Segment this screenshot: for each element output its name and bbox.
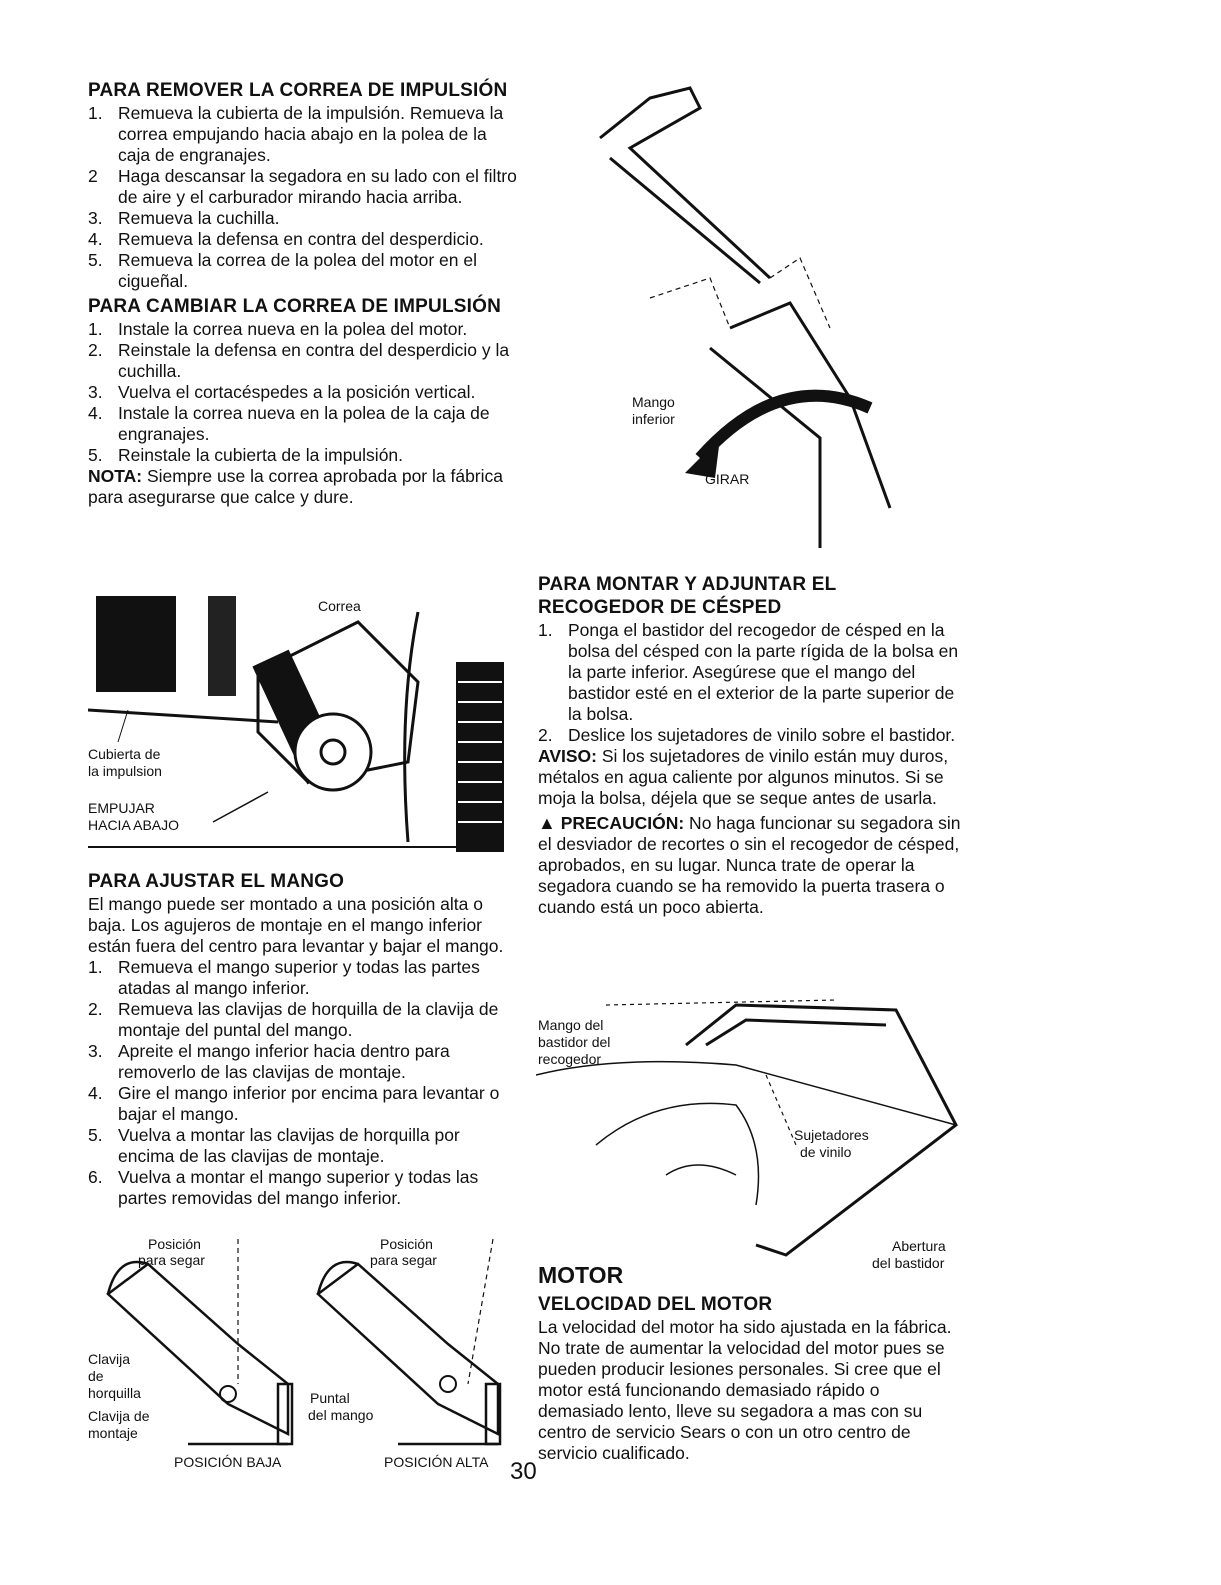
motor-speed-text: La velocidad del motor ha sido ajustada en la fábrica. No trate de aumentar la velocidad del motor pues se pueden producir lesiones personales. Si cree que el motor está funcionando demasiado rápido o demasiado lento, lleve su segadora a mas con su centro de servicio Sears o con un otro centro de servicio cualificado. xyxy=(538,1317,952,1463)
list-item: 3. Remueva la cuchilla. xyxy=(88,208,280,228)
left-column xyxy=(88,80,518,508)
change-belt-note: NOTA: Siempre use la correa aprobada por la fábrica para asegurarse que calce y dure. xyxy=(88,466,504,507)
list-item: 2. Reinstale la defensa en contra del desperdicio y la cuchilla. xyxy=(88,340,510,381)
adjust-handle-section xyxy=(88,871,518,1209)
frame-opening-label-1: Abertura xyxy=(892,1238,946,1254)
change-belt-steps xyxy=(88,319,518,466)
list-item: 3. Apreite el mango inferior hacia dentro para removerlo de las clavijas de montaje. xyxy=(88,1041,450,1082)
drive-cover-label-1: Cubierta de xyxy=(88,746,161,762)
mounting-pin-label-2: montaje xyxy=(88,1425,138,1441)
lower-handle-figure xyxy=(590,78,920,558)
list-item: 3. Vuelva el cortacéspedes a la posición vertical. xyxy=(88,382,476,402)
list-item: 1. Remueva la cubierta de la impulsión. Remueva la correa empujando hacia abajo en la polea de la caja de engranajes. xyxy=(88,103,504,165)
push-down-label-1: EMPUJAR xyxy=(88,800,155,816)
vinyl-clips-label-2: de vinilo xyxy=(800,1144,852,1160)
belt-label: Correa xyxy=(318,598,361,614)
frame-handle-label-1: Mango del xyxy=(538,1017,604,1033)
vinyl-clips-label-1: Sujetadores xyxy=(794,1127,869,1143)
mow-position-label-1a: Posición xyxy=(148,1236,201,1252)
list-item: 5. Remueva la correa de la polea del motor en el cigueñal. xyxy=(88,250,477,291)
list-item: 1. Instale la correa nueva en la polea del motor. xyxy=(88,319,468,339)
motor-speed-title: VELOCIDAD DEL MOTOR xyxy=(538,1294,773,1315)
mow-position-label-1b: para segar xyxy=(138,1252,205,1268)
drive-cover-label-2: la impulsion xyxy=(88,763,162,779)
frame-handle-label-2: bastidor del xyxy=(538,1034,611,1050)
handle-position-drawing xyxy=(88,1234,528,1476)
frame-opening-label-2: del bastidor xyxy=(872,1255,945,1271)
remove-belt-title: PARA REMOVER LA CORREA DE IMPULSIÓN xyxy=(88,80,508,101)
catcher-title-2: RECOGEDOR DE CÉSPED xyxy=(538,597,782,618)
page-number: 30 xyxy=(510,1458,537,1485)
warning-triangle-icon: ▲ xyxy=(538,813,556,833)
list-item: 5. Vuelva a montar las clavijas de horquilla por encima de las clavijas de montaje. xyxy=(88,1125,460,1166)
hairpin-label-3: horquilla xyxy=(88,1385,141,1401)
caution-note: ▲ PRECAUCIÓN: No haga funcionar su segadora sin el desviador de recortes o sin el recogedor de césped, aprobados, en su lugar. Nunca trate de operar la segadora cuando se ha removido la puerta trasera o cuando está un poco abierta. xyxy=(538,813,961,917)
hairpin-label-2: de xyxy=(88,1368,104,1384)
change-belt-title: PARA CAMBIAR LA CORREA DE IMPULSIÓN xyxy=(88,296,502,317)
hairpin-label-1: Clavija xyxy=(88,1351,131,1367)
list-item: 1. Remueva el mango superior y todas las partes atadas al mango inferior. xyxy=(88,957,480,998)
right-column xyxy=(538,574,968,918)
lower-handle-drawing xyxy=(590,78,920,558)
lower-handle-label-1: Mango xyxy=(632,394,675,410)
handle-position-figure xyxy=(88,1234,528,1476)
mow-position-label-2b: para segar xyxy=(370,1252,437,1268)
frame-handle-label-3: recogedor xyxy=(538,1051,602,1067)
motor-title: MOTOR xyxy=(538,1262,624,1288)
lower-handle-label-2: inferior xyxy=(632,411,675,427)
rotate-label: GIRAR xyxy=(705,471,750,487)
handle-strut-label-1: Puntal xyxy=(310,1390,350,1406)
catcher-steps xyxy=(538,620,968,746)
adjust-handle-steps xyxy=(88,957,518,1209)
aviso-note: AVISO: Si los sujetadores de vinilo están muy duros, métalos en agua caliente por algunos minutos. Si se moja la bolsa, déjela que se seque antes de usarla. xyxy=(538,746,949,808)
high-position-label: POSICIÓN ALTA xyxy=(384,1454,489,1470)
list-item: 6. Vuelva a montar el mango superior y todas las partes removidas del mango inferior. xyxy=(88,1167,479,1208)
belt-figure xyxy=(88,592,508,854)
remove-belt-steps xyxy=(88,103,518,292)
low-position-label: POSICIÓN BAJA xyxy=(174,1454,282,1470)
list-item: 4. Gire el mango inferior por encima para levantar o bajar el mango. xyxy=(88,1083,500,1124)
adjust-handle-title: PARA AJUSTAR EL MANGO xyxy=(88,871,345,892)
motor-section xyxy=(538,1262,958,1464)
catcher-title-1: PARA MONTAR Y ADJUNTAR EL xyxy=(538,574,837,595)
list-item: 2. Remueva las clavijas de horquilla de la clavija de montaje del puntal del mango. xyxy=(88,999,499,1040)
mow-position-label-2a: Posición xyxy=(380,1236,433,1252)
push-down-label-2: HACIA ABAJO xyxy=(88,817,180,833)
mounting-pin-label-1: Clavija de xyxy=(88,1408,150,1424)
list-item: 1. Ponga el bastidor del recogedor de césped en la bolsa del césped con la parte rígida de la bolsa en la parte inferior. Asegúrese que el mango del bastidor esté en el exterior de la parte superior de la bolsa. xyxy=(538,620,959,724)
list-item: 4. Instale la correa nueva en la polea de la caja de engranajes. xyxy=(88,403,490,444)
adjust-handle-intro: El mango puede ser montado a una posición alta o baja. Los agujeros de montaje en el mango inferior están fuera del centro para levantar y bajar el mango. xyxy=(88,894,504,956)
list-item: 5. Reinstale la cubierta de la impulsión. xyxy=(88,445,404,465)
grass-catcher-figure xyxy=(536,985,966,1275)
list-item: 2 Haga descansar la segadora en su lado con el filtro de aire y el carburador mirando hacia arriba. xyxy=(88,166,517,207)
list-item: 4. Remueva la defensa en contra del desperdicio. xyxy=(88,229,484,249)
list-item: 2. Deslice los sujetadores de vinilo sobre el bastidor. xyxy=(538,725,956,745)
handle-strut-label-2: del mango xyxy=(308,1407,374,1423)
